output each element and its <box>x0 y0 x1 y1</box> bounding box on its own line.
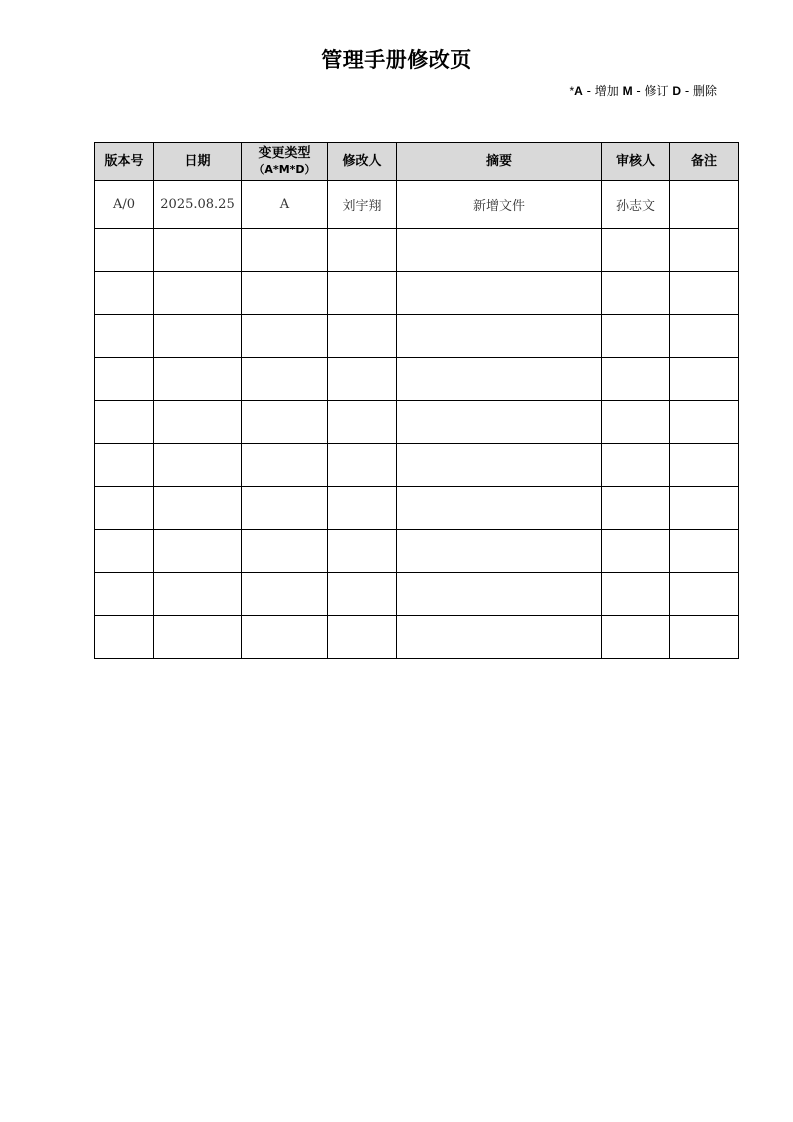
table-row <box>95 181 739 229</box>
empty-cell <box>154 401 242 444</box>
empty-cell <box>95 358 154 401</box>
table-row <box>95 616 739 659</box>
empty-cell <box>95 530 154 573</box>
empty-cell <box>397 616 602 659</box>
empty-cell <box>154 315 242 358</box>
empty-cell <box>328 573 397 616</box>
cell-remarks <box>670 181 739 229</box>
empty-cell <box>328 315 397 358</box>
empty-cell <box>602 530 670 573</box>
empty-cell <box>397 573 602 616</box>
cell-modifier: 刘宇翔 <box>328 181 397 229</box>
table-row <box>95 487 739 530</box>
table-row <box>95 444 739 487</box>
table-row <box>95 229 739 272</box>
empty-cell <box>328 358 397 401</box>
header-date: 日期 <box>154 143 242 181</box>
empty-cell <box>602 229 670 272</box>
empty-cell <box>670 315 739 358</box>
cell-reviewer: 孙志文 <box>602 181 670 229</box>
empty-cell <box>602 444 670 487</box>
empty-cell <box>328 444 397 487</box>
header-remarks: 备注 <box>670 143 739 181</box>
empty-cell <box>328 616 397 659</box>
cell-change-type: A <box>242 181 328 229</box>
empty-cell <box>154 573 242 616</box>
empty-cell <box>95 487 154 530</box>
empty-cell <box>670 229 739 272</box>
empty-cell <box>154 358 242 401</box>
header-modifier: 修改人 <box>328 143 397 181</box>
empty-cell <box>397 272 602 315</box>
empty-cell <box>154 616 242 659</box>
empty-cell <box>670 573 739 616</box>
empty-cell <box>602 358 670 401</box>
table-row <box>95 315 739 358</box>
header-change-type <box>242 143 328 181</box>
empty-cell <box>242 530 328 573</box>
empty-cell <box>397 444 602 487</box>
empty-cell <box>397 315 602 358</box>
empty-cell <box>95 272 154 315</box>
empty-cell <box>242 272 328 315</box>
empty-cell <box>242 315 328 358</box>
legend-add-code: A <box>574 84 583 98</box>
empty-cell <box>602 401 670 444</box>
empty-cell <box>670 444 739 487</box>
cell-summary: 新增文件 <box>397 181 602 229</box>
empty-cell <box>95 401 154 444</box>
empty-cell <box>397 530 602 573</box>
empty-cell <box>602 487 670 530</box>
empty-cell <box>242 401 328 444</box>
cell-version: A/0 <box>95 181 154 229</box>
empty-cell <box>670 358 739 401</box>
empty-cell <box>154 444 242 487</box>
table-row <box>95 530 739 573</box>
empty-cell <box>242 616 328 659</box>
empty-cell <box>95 573 154 616</box>
empty-cell <box>602 616 670 659</box>
empty-cell <box>328 530 397 573</box>
page-title: 管理手册修改页 <box>321 48 472 72</box>
header-summary: 摘要 <box>397 143 602 181</box>
empty-cell <box>328 401 397 444</box>
header-reviewer: 审核人 <box>602 143 670 181</box>
empty-cell <box>328 272 397 315</box>
legend-modify-code: M <box>622 84 633 98</box>
empty-cell <box>397 358 602 401</box>
empty-cell <box>670 272 739 315</box>
legend-modify-label: - 修订 <box>632 84 673 98</box>
empty-cell <box>397 229 602 272</box>
empty-cell <box>670 616 739 659</box>
empty-cell <box>154 530 242 573</box>
empty-cell <box>602 315 670 358</box>
legend-delete-code: D <box>672 84 682 98</box>
empty-cell <box>154 229 242 272</box>
header-change-type-label: 变更类型 <box>258 145 311 161</box>
table-row <box>95 272 739 315</box>
empty-cell <box>670 530 739 573</box>
empty-cell <box>670 487 739 530</box>
empty-cell <box>397 487 602 530</box>
empty-cell <box>397 401 602 444</box>
table-row <box>95 358 739 401</box>
empty-cell <box>154 272 242 315</box>
empty-cell <box>242 229 328 272</box>
revision-table <box>94 142 739 659</box>
empty-cell <box>154 487 242 530</box>
empty-cell <box>242 487 328 530</box>
empty-cell <box>95 315 154 358</box>
table-header-row <box>95 143 739 181</box>
empty-cell <box>242 358 328 401</box>
legend-prefix: * <box>569 84 575 98</box>
empty-cell <box>242 444 328 487</box>
empty-cell <box>328 229 397 272</box>
table-row <box>95 401 739 444</box>
empty-cell <box>95 229 154 272</box>
cell-date: 2025.08.25 <box>154 181 242 229</box>
table-row <box>95 573 739 616</box>
change-type-legend <box>569 82 717 99</box>
empty-cell <box>95 444 154 487</box>
legend-delete-label: - 删除 <box>681 84 717 98</box>
empty-cell <box>670 401 739 444</box>
header-version: 版本号 <box>95 143 154 181</box>
empty-cell <box>242 573 328 616</box>
empty-cell <box>328 487 397 530</box>
empty-cell <box>602 573 670 616</box>
empty-cell <box>602 272 670 315</box>
header-change-type-sub: （A*M*D） <box>253 162 316 176</box>
empty-cell <box>95 616 154 659</box>
legend-add-label: - 增加 <box>582 84 623 98</box>
